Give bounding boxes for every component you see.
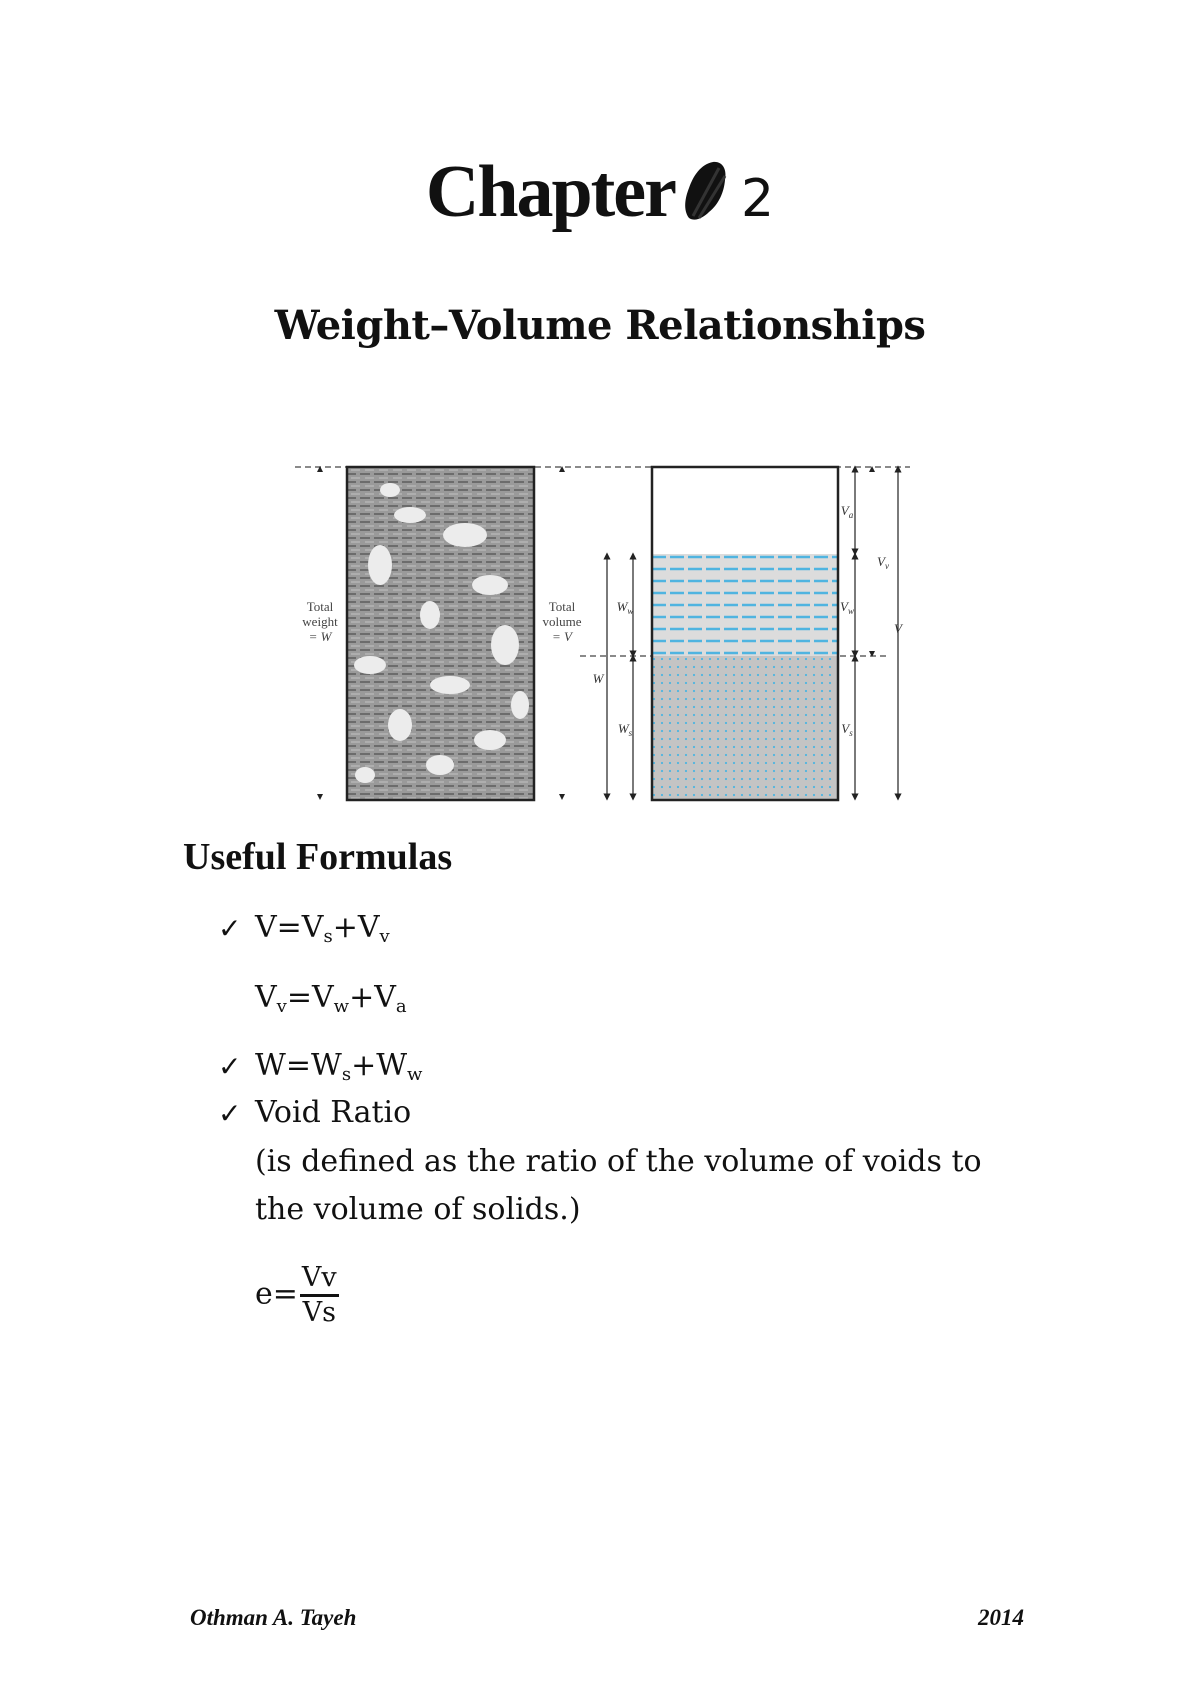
solids-phase: [652, 656, 838, 800]
volume-Vs-label: $V_s$: [841, 721, 853, 738]
weight-Ww-label: $W_w$: [616, 599, 634, 616]
volume-Vw-label: $V_w$: [840, 599, 854, 616]
check-icon: ✓: [218, 912, 242, 945]
ink-blot-icon: [679, 156, 731, 241]
soil-phase-diagram: [290, 455, 930, 810]
void-ratio-description-2: the volume of solids.): [255, 1192, 581, 1227]
check-icon: ✓: [218, 1050, 242, 1083]
check-icon: ✓: [218, 1097, 242, 1130]
total-volume-label-2: volume: [542, 614, 582, 629]
soil-sample-block: [347, 467, 534, 800]
volume-V-label: V: [894, 621, 902, 636]
formula-weight: $W=W_s+W_w$: [255, 1048, 423, 1085]
total-weight-label-1: Total: [306, 599, 334, 614]
total-weight-label-2: weight: [302, 614, 338, 629]
formula-voids: $V_v=V_w+V_a$: [255, 980, 407, 1017]
footer-year: 2014: [978, 1605, 1024, 1630]
void-ratio-fraction: [300, 1262, 339, 1329]
fraction-denominator: Vs: [302, 1297, 336, 1328]
page-subtitle: Weight–Volume Relationships: [274, 302, 926, 349]
void-ratio-title: Void Ratio: [255, 1095, 412, 1130]
total-weight-label-3: = W: [308, 629, 332, 644]
total-volume-label-3: = V: [552, 629, 572, 644]
void-ratio-formula: [255, 1262, 339, 1329]
void-ratio-lhs: e=: [255, 1276, 298, 1312]
formula-volume: $V=V_s+V_v$: [255, 910, 390, 947]
footer-author: Othman A. Tayeh: [190, 1605, 357, 1630]
volume-Va-label: $V_a$: [840, 503, 854, 520]
water-phase: [652, 554, 838, 656]
volume-Vv-label: $V_v$: [877, 554, 889, 571]
fraction-numerator: Vv: [300, 1262, 339, 1297]
weight-Ws-label: $W_s$: [617, 721, 633, 738]
chapter-word: Chapter: [425, 151, 675, 233]
void-ratio-description-1: (is defined as the ratio of the volume of voids to: [255, 1144, 982, 1179]
weight-W-label: W: [592, 671, 604, 686]
chapter-heading: [0, 150, 1200, 241]
phase-container: [652, 467, 838, 800]
total-volume-label-1: Total: [548, 599, 576, 614]
chapter-number: 2: [741, 169, 775, 229]
useful-formulas-heading: Useful Formulas: [183, 836, 453, 878]
